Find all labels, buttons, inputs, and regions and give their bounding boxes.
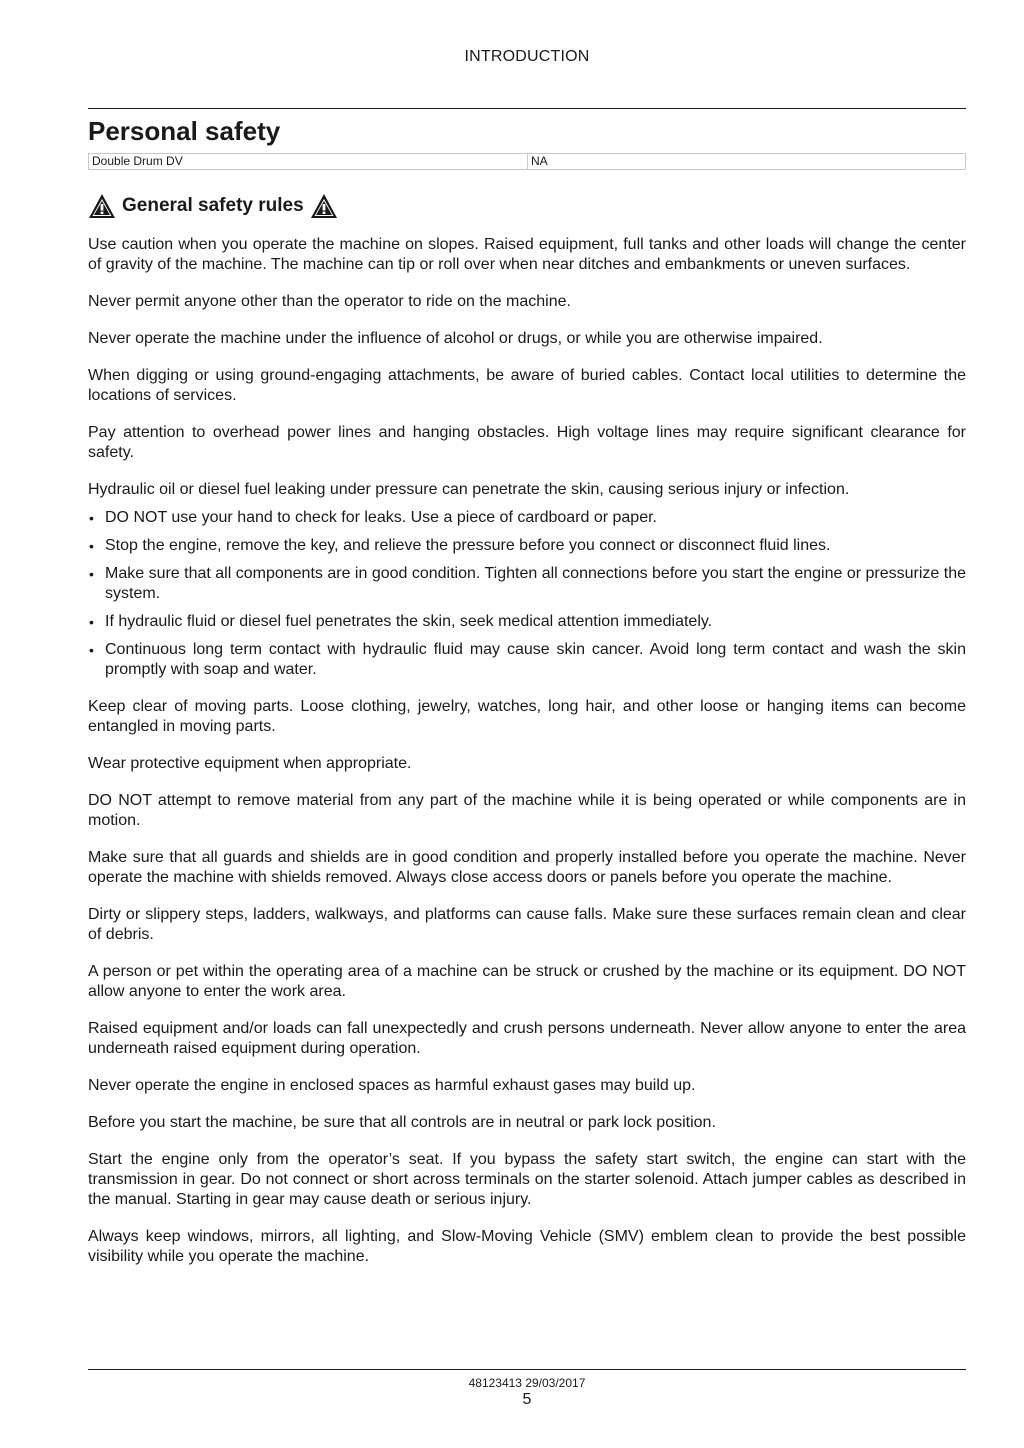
- model-cell: Double Drum DV: [89, 154, 528, 170]
- list-item: • Make sure that all components are in good condition. Tighten all connections before you start the engine or pressurize the system.: [88, 564, 966, 604]
- section-heading-text: General safety rules: [122, 195, 304, 216]
- paragraph: Never permit anyone other than the operator to ride on the machine.: [88, 293, 571, 310]
- body-text: [88, 235, 966, 1284]
- list-item: • Continuous long term contact with hydraulic fluid may cause skin cancer. Avoid long term contact and wash the skin promptly with soap and water.: [88, 640, 966, 680]
- paragraph: Before you start the machine, be sure that all controls are in neutral or park lock position.: [88, 1114, 716, 1131]
- paragraph: Wear protective equipment when appropriate.: [88, 755, 412, 772]
- running-header: INTRODUCTION: [464, 48, 590, 65]
- page-number: 5: [522, 1391, 532, 1408]
- paragraph: Never operate the engine in enclosed spaces as harmful exhaust gases may build up.: [88, 1077, 696, 1094]
- paragraph: Hydraulic oil or diesel fuel leaking under pressure can penetrate the skin, causing serious injury or infection.: [88, 481, 850, 498]
- bullet-list: [88, 508, 966, 680]
- list-item: • DO NOT use your hand to check for leaks. Use a piece of cardboard or paper.: [88, 508, 966, 528]
- paragraph: When digging or using ground-engaging attachments, be aware of buried cables. Contact local utilities to determine the locations of services.: [88, 367, 966, 404]
- table-row: [89, 154, 966, 170]
- warning-triangle-icon: [88, 193, 116, 219]
- paragraph: DO NOT attempt to remove material from any part of the machine while it is being operated or while components are in motion.: [88, 792, 966, 829]
- paragraph: Start the engine only from the operator’s seat. If you bypass the safety start switch, the engine can start with the transmission in gear. Do not connect or short across terminals on the starter solenoid. Attach jumper cables as described in the manual. Starting in gear may cause death or serious injury.: [88, 1151, 966, 1208]
- top-rule: [88, 108, 966, 109]
- paragraph: Make sure that all guards and shields are in good condition and properly installed before you operate the machine. Never operate the machine with shields removed. Always close access doors or panels before you operate the machine.: [88, 849, 966, 886]
- applicability-table: [88, 153, 966, 170]
- paragraph: A person or pet within the operating area of a machine can be struck or crushed by the machine or its equipment. DO NOT allow anyone to enter the work area.: [88, 963, 966, 1000]
- list-item: • Stop the engine, remove the key, and relieve the pressure before you connect or disconnect fluid lines.: [88, 536, 966, 556]
- paragraph: Dirty or slippery steps, ladders, walkways, and platforms can cause falls. Make sure these surfaces remain clean and clear of debris.: [88, 906, 966, 943]
- warning-triangle-icon: [310, 193, 338, 219]
- document-reference: 48123413 29/03/2017: [468, 1376, 586, 1390]
- paragraph: Use caution when you operate the machine on slopes. Raised equipment, full tanks and other loads will change the center of gravity of the machine. The machine can tip or roll over when near ditches and embankments or uneven surfaces.: [88, 236, 966, 273]
- bottom-rule: [88, 1369, 966, 1370]
- paragraph: Raised equipment and/or loads can fall unexpectedly and crush persons underneath. Never allow anyone to enter the area underneath raised equipment during operation.: [88, 1020, 966, 1057]
- list-item: • If hydraulic fluid or diesel fuel penetrates the skin, seek medical attention immediately.: [88, 612, 966, 632]
- paragraph: Never operate the machine under the influence of alcohol or drugs, or while you are otherwise impaired.: [88, 330, 823, 347]
- paragraph: Always keep windows, mirrors, all lighting, and Slow-Moving Vehicle (SMV) emblem clean to provide the best possible visibility while you operate the machine.: [88, 1228, 966, 1265]
- region-cell: NA: [528, 154, 966, 170]
- paragraph: Keep clear of moving parts. Loose clothing, jewelry, watches, long hair, and other loose or hanging items can become entangled in moving parts.: [88, 698, 966, 735]
- paragraph: Pay attention to overhead power lines and hanging obstacles. High voltage lines may require significant clearance for safety.: [88, 424, 966, 461]
- section-heading: [88, 190, 338, 222]
- page-title: Personal safety: [88, 116, 281, 146]
